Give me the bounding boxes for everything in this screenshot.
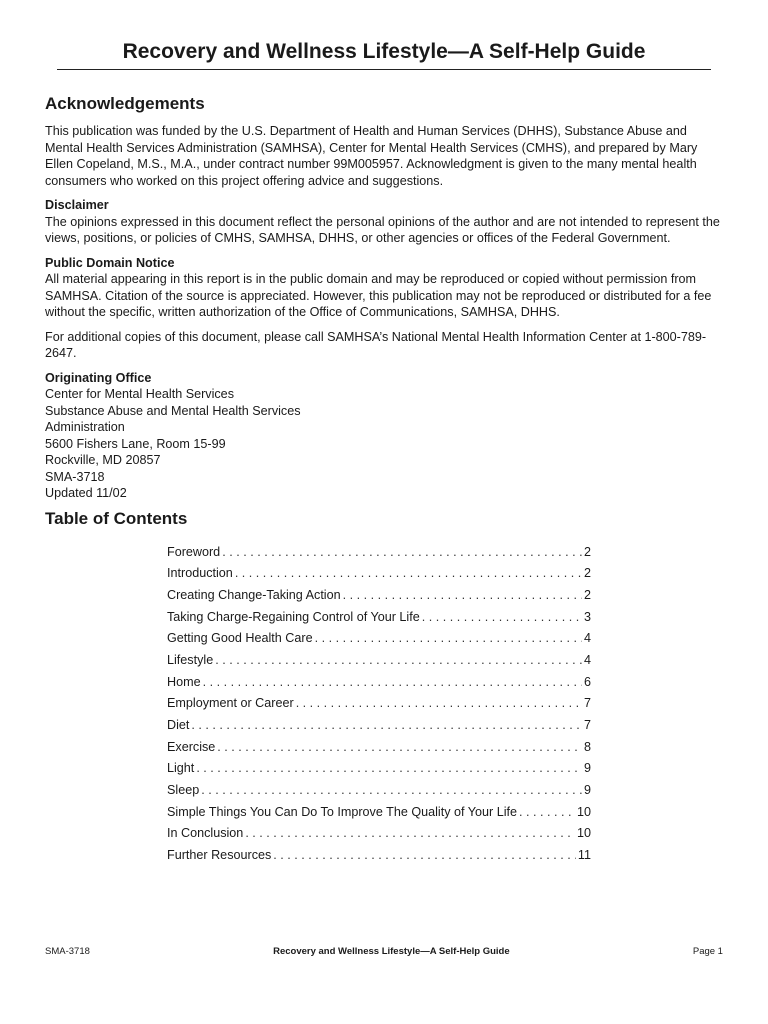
toc-label: Further Resources xyxy=(167,848,272,863)
acknowledgements-heading: Acknowledgements xyxy=(45,94,205,113)
toc-entry-employment[interactable] xyxy=(167,696,591,718)
toc-page: 8 xyxy=(583,739,591,754)
toc-heading: Table of Contents xyxy=(45,508,188,528)
toc-page: 4 xyxy=(583,631,591,646)
toc-leader xyxy=(422,610,582,624)
footer-doc-number: SMA-3718 xyxy=(45,946,90,957)
toc-label: Getting Good Health Care xyxy=(167,631,313,646)
toc-leader xyxy=(203,675,582,689)
toc-entry-creating-change[interactable] xyxy=(167,588,591,610)
toc-label: Taking Charge-Regaining Control of Your Life xyxy=(167,609,420,624)
page-footer xyxy=(45,946,723,957)
toc-leader xyxy=(296,696,582,710)
toc-label: Home xyxy=(167,674,201,689)
toc-page: 2 xyxy=(583,566,591,581)
address-line: Center for Mental Health Services xyxy=(45,387,234,401)
toc-leader xyxy=(245,826,575,840)
toc-leader xyxy=(315,631,582,645)
toc-entry-light[interactable] xyxy=(167,761,591,783)
toc-entry-lifestyle[interactable] xyxy=(167,653,591,675)
document-body xyxy=(45,94,725,886)
toc-entry-taking-charge[interactable] xyxy=(167,610,591,632)
toc-entry-exercise[interactable] xyxy=(167,740,591,762)
toc-page: 10 xyxy=(576,804,591,819)
toc-page: 3 xyxy=(583,609,591,624)
toc-entry-home[interactable] xyxy=(167,675,591,697)
address-line: SMA-3718 xyxy=(45,469,105,484)
toc-entry-simple-things[interactable] xyxy=(167,805,591,827)
toc-page: 11 xyxy=(577,848,591,863)
toc-leader xyxy=(215,653,582,667)
toc-leader xyxy=(191,718,582,732)
toc-leader xyxy=(201,783,582,797)
copies-text: For additional copies of this document, please call SAMHSA’s National Mental Health Information Center at 1-800-789-2647. xyxy=(45,329,707,360)
toc-page: 6 xyxy=(583,674,591,689)
toc-label: Creating Change-Taking Action xyxy=(167,587,341,602)
originating-office-heading: Originating Office xyxy=(45,370,152,385)
footer-title: Recovery and Wellness Lifestyle—A Self-Help Guide xyxy=(273,946,510,957)
toc-label: Diet xyxy=(167,718,190,732)
address-line: Substance Abuse and Mental Health Services xyxy=(45,403,301,418)
toc-label: Simple Things You Can Do To Improve The Quality of Your Life xyxy=(167,804,518,819)
address-line: Administration xyxy=(45,420,125,434)
page-title: Recovery and Wellness Lifestyle—A Self-Help Guide xyxy=(122,40,646,63)
toc-label: In Conclusion xyxy=(167,826,244,841)
public-domain-heading: Public Domain Notice xyxy=(45,255,175,270)
toc-label: Lifestyle xyxy=(167,652,214,667)
address-line: Rockville, MD 20857 xyxy=(45,453,161,467)
toc-label: Light xyxy=(167,761,195,776)
toc-leader xyxy=(273,848,576,862)
footer-page-number: Page 1 xyxy=(692,946,723,957)
toc-leader xyxy=(217,740,582,754)
title-divider xyxy=(57,69,711,70)
toc-page: 7 xyxy=(583,718,591,732)
toc-label: Exercise xyxy=(167,739,216,754)
toc-leader xyxy=(519,805,575,819)
toc-page: 7 xyxy=(583,696,591,711)
toc-leader xyxy=(196,761,582,775)
toc-page: 10 xyxy=(576,826,591,841)
toc-page: 2 xyxy=(583,544,591,559)
toc-leader xyxy=(343,588,582,602)
toc-label: Employment or Career xyxy=(167,696,294,711)
disclaimer-text: The opinions expressed in this document reflect the personal opinions of the author and are not intended to represent the views, positions, or policies of CMHS, SAMHSA, DHHS, or other agencies or offices of the Federal Government. xyxy=(45,214,720,245)
address-line: Updated 11/02 xyxy=(45,486,127,500)
toc-entry-foreword[interactable] xyxy=(167,545,591,567)
disclaimer-heading: Disclaimer xyxy=(45,198,109,212)
toc-leader xyxy=(222,545,582,559)
toc-label: Introduction xyxy=(167,566,233,581)
toc-label: Sleep xyxy=(167,783,200,798)
toc-page: 9 xyxy=(583,783,591,798)
toc-leader xyxy=(235,566,582,580)
acknowledgements-text: This publication was funded by the U.S. Department of Health and Human Services (DHHS), Substance Abuse and Mental Health Services Administration (SAMHSA), Center for Mental Health Services (CMHS), and prepared by Mary Ellen Copeland, M.S., M.A., under contract number 99M005957. Acknowledgment is given to the many mental health consumers who worked on this project offering advice and suggestions. xyxy=(45,124,698,188)
public-domain-text: All material appearing in this report is in the public domain and may be reproduced or copied without permission from SAMHSA. Citation of the source is appreciated. However, this publication may not be reproduced or distributed for a fee without the specific, written authorization of the Office of Communications, SAMHSA, DHHS. xyxy=(45,272,712,319)
table-of-contents xyxy=(167,545,591,870)
toc-entry-diet[interactable] xyxy=(167,718,591,740)
toc-label: Foreword xyxy=(167,544,221,559)
toc-page: 9 xyxy=(583,761,591,776)
toc-entry-further-resources[interactable] xyxy=(167,848,591,870)
toc-entry-introduction[interactable] xyxy=(167,566,591,588)
toc-entry-health-care[interactable] xyxy=(167,631,591,653)
toc-page: 2 xyxy=(583,587,591,602)
toc-page: 4 xyxy=(583,652,591,667)
toc-entry-sleep[interactable] xyxy=(167,783,591,805)
toc-entry-in-conclusion[interactable] xyxy=(167,826,591,848)
originating-office-address xyxy=(45,386,725,502)
address-line: 5600 Fishers Lane, Room 15-99 xyxy=(45,436,226,451)
